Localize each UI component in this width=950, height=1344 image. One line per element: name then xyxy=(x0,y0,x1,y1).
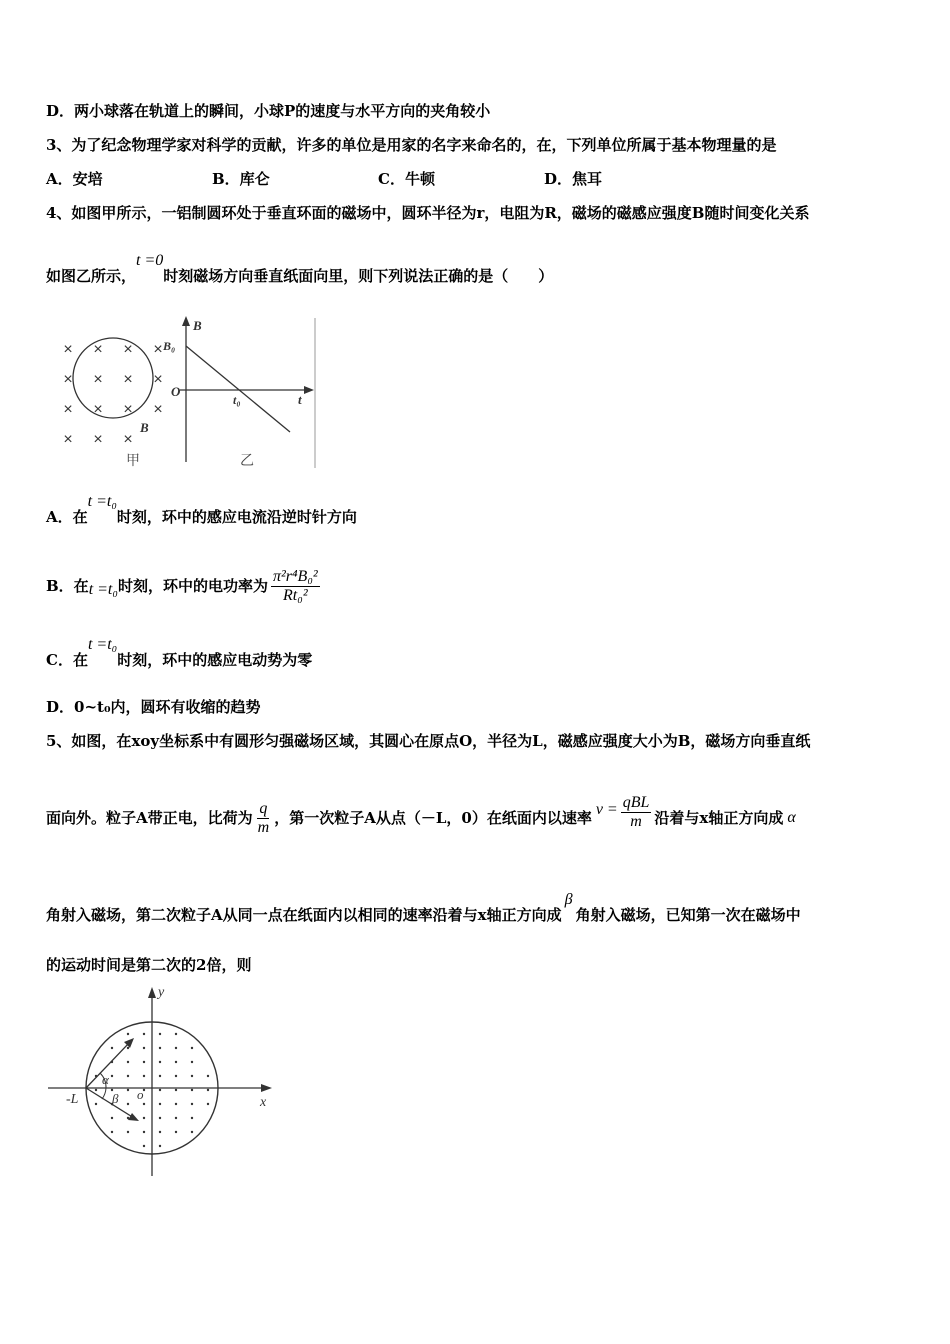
field-dot xyxy=(111,1117,113,1119)
q4-line2-pre: 如图乙所示， xyxy=(46,267,137,285)
field-dot xyxy=(143,1061,145,1063)
field-dot xyxy=(191,1131,193,1133)
q4-c-post: 时刻，环中的感应电动势为零 xyxy=(117,651,313,669)
cross-mark: × xyxy=(153,371,163,388)
fraction-numerator: π²r⁴B₀² xyxy=(272,567,318,585)
aluminum-ring xyxy=(73,338,153,418)
field-dot xyxy=(143,1033,145,1035)
field-dot xyxy=(111,1075,113,1077)
q5-line2-post: 沿着与x轴正方向成 xyxy=(654,809,784,827)
field-dot xyxy=(175,1033,177,1035)
label-b-ring: B xyxy=(140,420,149,435)
label-jia: 甲 xyxy=(126,453,140,469)
q4-a-post: 时刻，环中的感应电流沿逆时针方向 xyxy=(116,508,357,526)
q5-line3-post: 角射入磁场，已知第一次在磁场中 xyxy=(575,906,801,924)
q5-stem-line1: 5、如图，在xoy坐标系中有圆形匀强磁场区域，其圆心在原点O，半径为L，磁感应强度大小为B，磁场方向垂直纸 xyxy=(46,732,811,750)
figure-circular-field xyxy=(44,982,284,1182)
field-dot xyxy=(127,1061,129,1063)
field-dot xyxy=(159,1033,161,1035)
q2-option-d: D．两小球落在轨道上的瞬间，小球P的速度与水平方向的夹角较小 xyxy=(46,102,491,120)
fraction-denominator: m xyxy=(257,818,270,836)
q5-alpha-symbol: α xyxy=(787,809,796,826)
q4-line2-post: 时刻磁场方向垂直纸面向里，则下列说法正确的是（ ） xyxy=(163,267,554,285)
field-dot xyxy=(175,1103,177,1105)
field-dot xyxy=(143,1103,145,1105)
q4-c-pre: C．在 xyxy=(46,651,88,669)
cross-mark: × xyxy=(123,341,133,358)
q4-stem-line1: 4、如图甲所示，一铝制圆环处于垂直环面的磁场中，圆环半径为r，电阻为R，磁场的磁感应强度B随时间变化关系 xyxy=(46,204,810,222)
q4-b-math: t =t₀ xyxy=(88,581,118,598)
field-dot xyxy=(191,1117,193,1119)
field-dot xyxy=(127,1033,129,1035)
q4-b-mid: 时刻，环中的电功率为 xyxy=(117,577,268,595)
field-dot xyxy=(127,1047,129,1049)
q5-velocity-symbol: v = xyxy=(595,801,618,818)
field-dot xyxy=(159,1061,161,1063)
field-dot xyxy=(143,1131,145,1133)
figure-ring-and-graph xyxy=(50,312,330,474)
field-dot xyxy=(127,1089,129,1091)
q4-line2-math: t =0 xyxy=(136,252,164,269)
q5-stem-line2 xyxy=(46,793,796,840)
cross-mark: × xyxy=(93,401,103,418)
q3-stem: 3、为了纪念物理学家对科学的贡献，许多的单位是用家的名字来命名的，在，下列单位所属于基本物理量的是 xyxy=(46,136,777,154)
label-neg-l: -L xyxy=(66,1092,79,1107)
field-dot xyxy=(143,1075,145,1077)
label-t: t xyxy=(298,392,302,407)
b-axis-arrow xyxy=(182,316,190,326)
cross-mark: × xyxy=(153,401,163,418)
field-dot xyxy=(175,1131,177,1133)
q4-a-math: t =t₀ xyxy=(87,493,117,510)
q5-line2-pre: 面向外。粒子A带正电，比荷为 xyxy=(46,809,253,827)
cross-mark: × xyxy=(93,341,103,358)
q5-stem-line4: 的运动时间是第二次的2倍，则 xyxy=(46,956,252,974)
q5-beta-symbol: β xyxy=(564,891,573,908)
velocity-arrow-beta-head xyxy=(128,1113,139,1121)
q3-options xyxy=(46,169,710,189)
q4-stem-line2 xyxy=(46,252,554,287)
field-dot xyxy=(191,1103,193,1105)
q3-option-d: D．焦耳 xyxy=(544,170,603,188)
field-dot xyxy=(127,1075,129,1077)
field-dot xyxy=(159,1145,161,1147)
field-dot xyxy=(191,1089,193,1091)
field-dot xyxy=(159,1047,161,1049)
field-dot xyxy=(175,1061,177,1063)
field-dot xyxy=(175,1075,177,1077)
field-dot xyxy=(127,1103,129,1105)
q5-charge-ratio-fraction xyxy=(256,800,272,837)
field-dot xyxy=(191,1061,193,1063)
q5-line3-pre: 角射入磁场，第二次粒子A从同一点在纸面内以相同的速率沿着与x轴正方向成 xyxy=(46,906,562,924)
field-dot xyxy=(159,1131,161,1133)
q5-line2-mid: ，第一次粒子A从点（－L，0）在纸面内以速率 xyxy=(274,809,592,827)
cross-mark: × xyxy=(123,431,133,448)
field-dot xyxy=(159,1103,161,1105)
q3-option-c: C．牛顿 xyxy=(378,170,435,188)
field-dot xyxy=(159,1075,161,1077)
label-alpha: α xyxy=(102,1072,109,1087)
label-b-axis: B xyxy=(193,318,202,333)
field-dot xyxy=(159,1117,161,1119)
q3-option-b: B．库仑 xyxy=(212,170,270,188)
q5-stem-line3 xyxy=(46,891,801,926)
cross-mark: × xyxy=(93,371,103,388)
q5-velocity-fraction xyxy=(621,794,652,831)
cross-mark: × xyxy=(123,371,133,388)
cross-mark: × xyxy=(63,401,73,418)
field-dot xyxy=(191,1075,193,1077)
cross-mark: × xyxy=(63,431,73,448)
field-dot xyxy=(143,1117,145,1119)
q4-option-d: D．0~t₀内，圆环有收缩的趋势 xyxy=(46,698,261,716)
label-x: x xyxy=(260,1095,267,1110)
velocity-arrow-beta xyxy=(86,1088,134,1118)
label-b0: B₀ xyxy=(163,339,176,353)
x-axis-arrow xyxy=(261,1084,272,1092)
beta-arc xyxy=(102,1088,106,1099)
fraction-denominator: m xyxy=(630,812,642,830)
field-dot xyxy=(207,1089,209,1091)
field-dot xyxy=(175,1117,177,1119)
label-beta: β xyxy=(112,1091,119,1106)
field-dot xyxy=(207,1075,209,1077)
cross-mark: × xyxy=(93,431,103,448)
q4-c-math: t =t₀ xyxy=(87,636,118,653)
cross-mark: × xyxy=(153,341,163,358)
fraction-denominator: Rt₀² xyxy=(283,586,308,604)
fraction-numerator: q xyxy=(259,799,268,817)
b-t-line xyxy=(186,346,290,432)
field-dot xyxy=(191,1047,193,1049)
q4-option-b xyxy=(46,566,323,606)
fraction-numerator: qBL xyxy=(622,793,650,811)
field-dot xyxy=(207,1103,209,1105)
label-yi: 乙 xyxy=(240,453,254,469)
field-dot xyxy=(95,1089,97,1091)
q4-b-power-fraction xyxy=(271,568,320,605)
q4-b-pre: B．在 xyxy=(46,577,89,595)
q4-option-c xyxy=(46,636,313,671)
field-dot xyxy=(95,1103,97,1105)
label-y: y xyxy=(158,985,165,1000)
label-t0: t₀ xyxy=(233,393,241,407)
label-o: O xyxy=(171,384,181,399)
field-dot xyxy=(111,1047,113,1049)
field-dot xyxy=(175,1047,177,1049)
label-origin: o xyxy=(137,1087,144,1102)
q4-a-pre: A．在 xyxy=(46,508,88,526)
q4-option-a xyxy=(46,493,357,528)
field-dot xyxy=(127,1131,129,1133)
y-axis-arrow xyxy=(148,987,156,998)
t-axis-arrow xyxy=(304,386,314,394)
cross-mark: × xyxy=(123,401,133,418)
q3-option-a: A．安培 xyxy=(46,170,103,188)
field-dot xyxy=(111,1131,113,1133)
field-dot xyxy=(143,1145,145,1147)
field-dot xyxy=(159,1089,161,1091)
cross-mark: × xyxy=(63,341,73,358)
field-dot xyxy=(143,1047,145,1049)
cross-mark: × xyxy=(63,371,73,388)
field-dot xyxy=(175,1089,177,1091)
